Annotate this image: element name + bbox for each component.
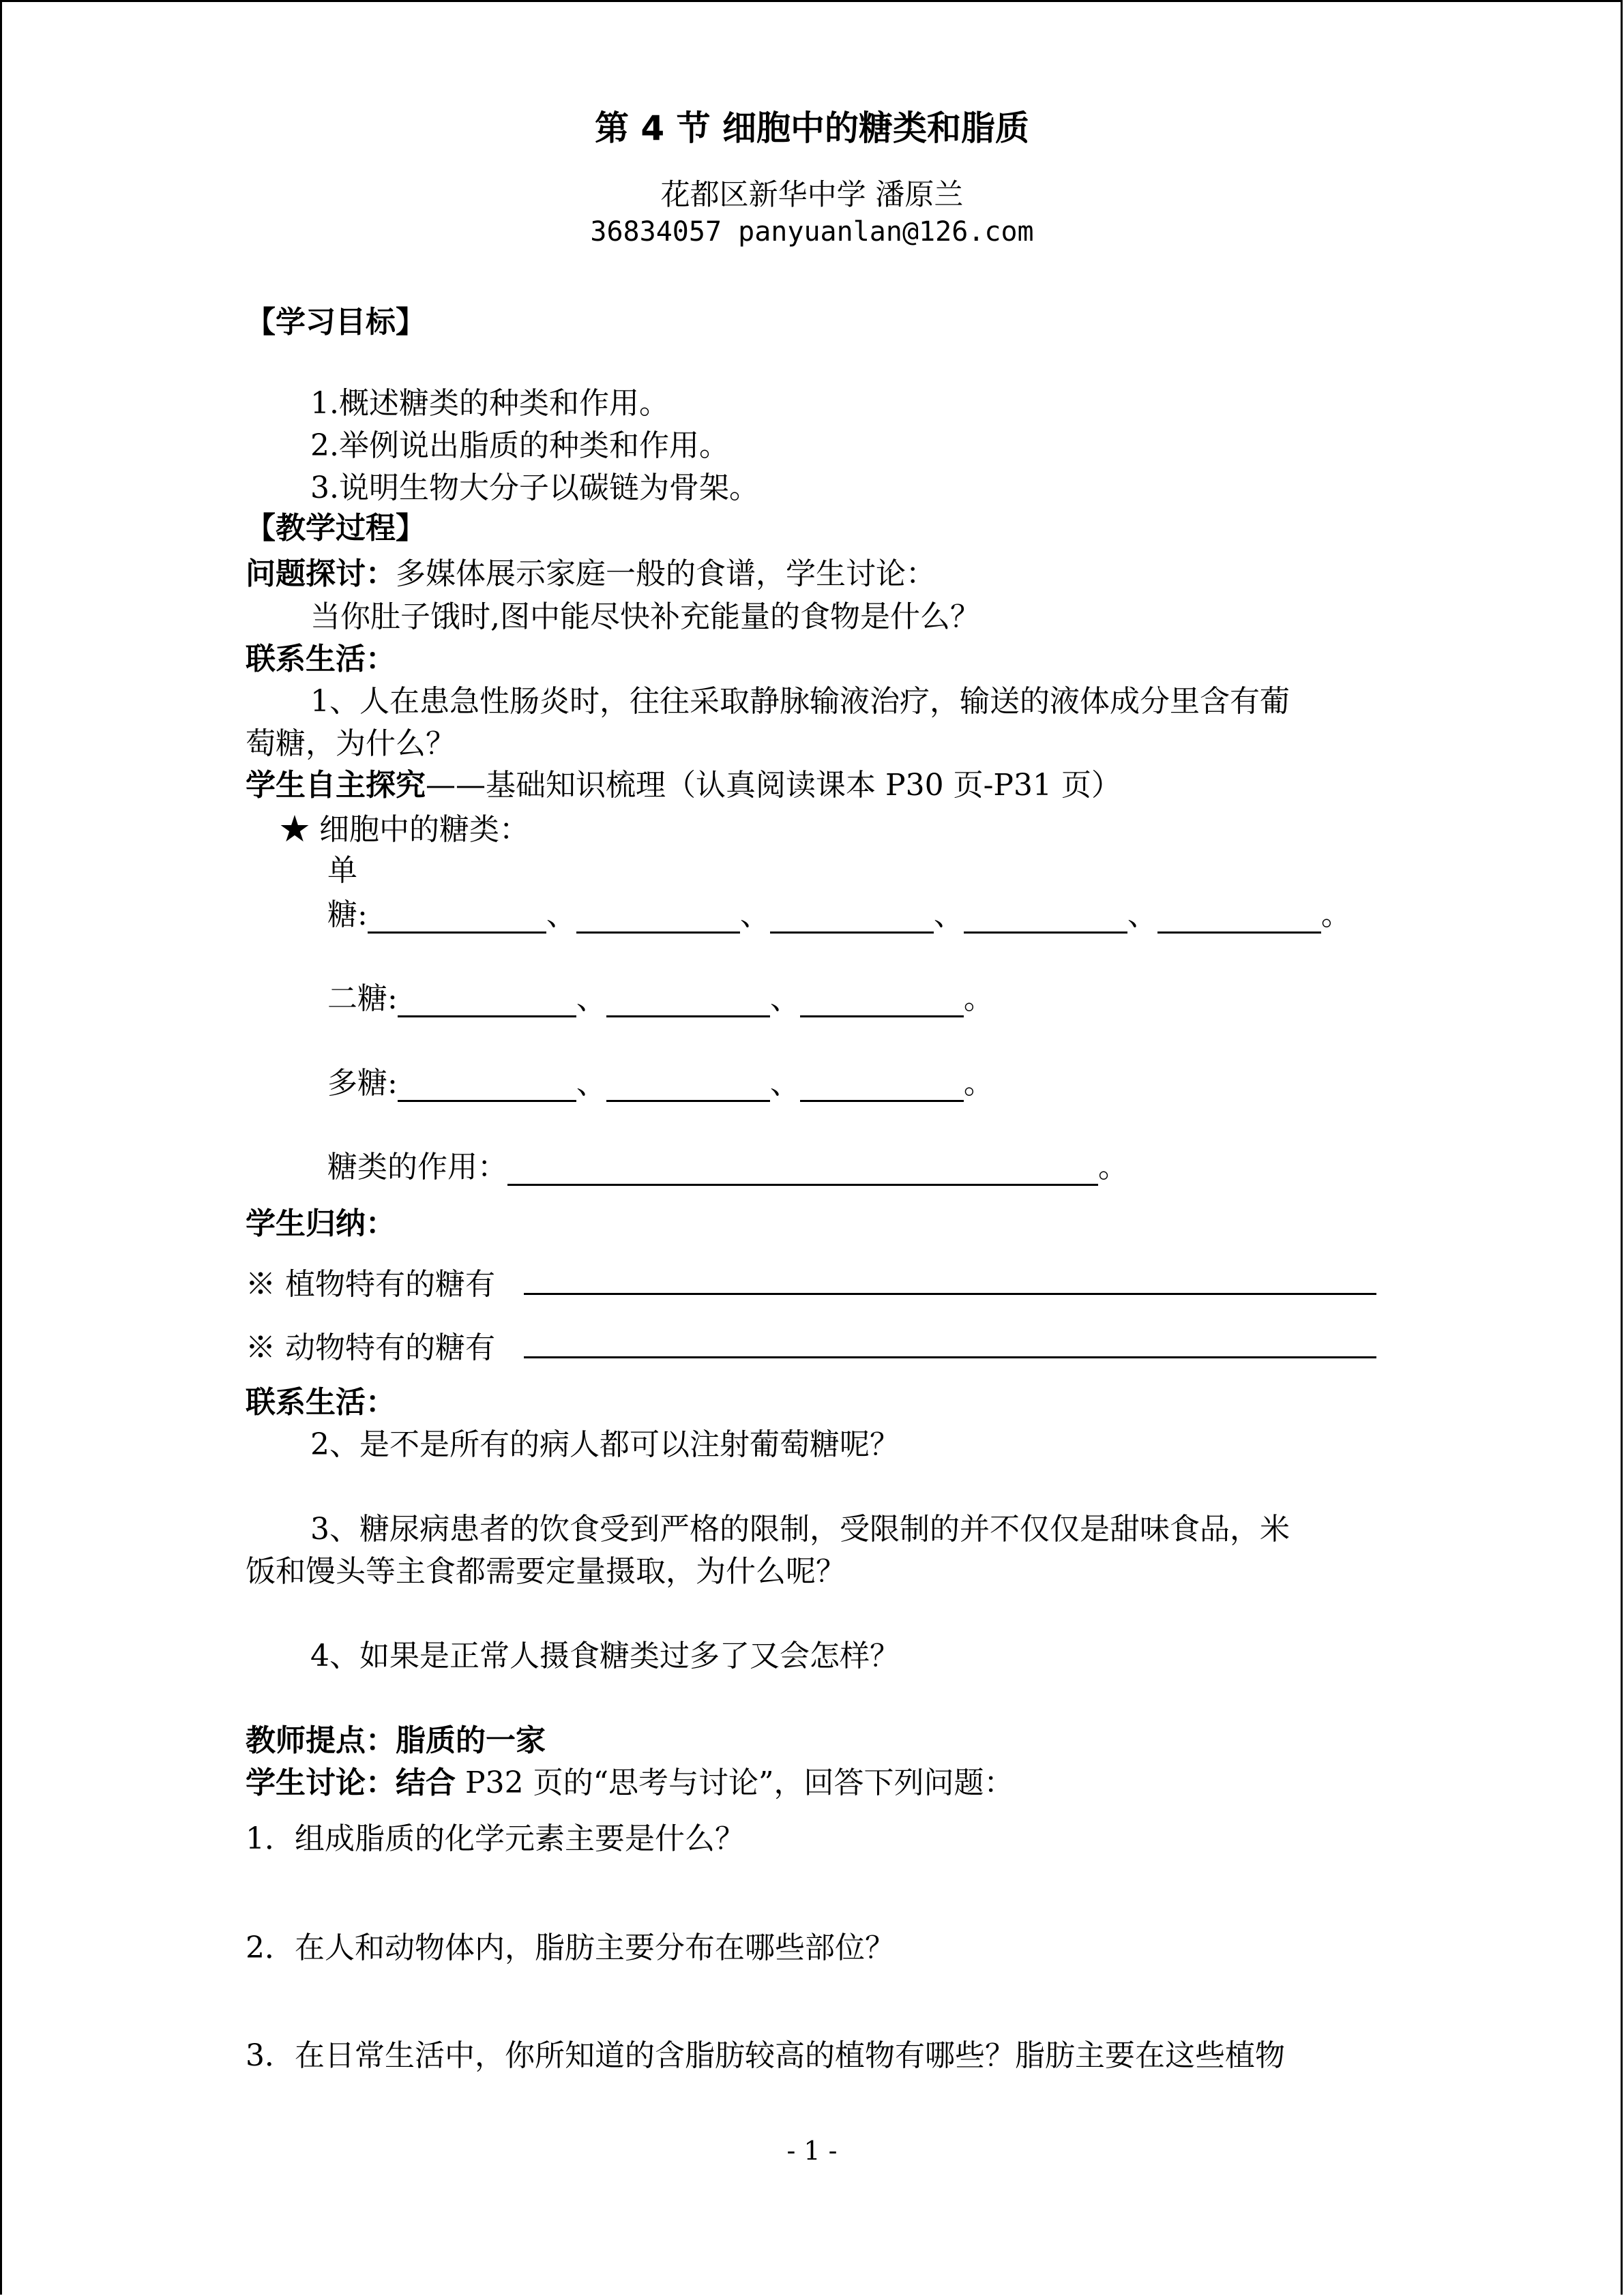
life1-line1: 1、人在患急性肠炎时，往往采取静脉输液治疗，输送的液体成分里含有葡: [310, 684, 1290, 719]
separator: 、: [546, 897, 576, 932]
life1-line2: 萄糖，为什么？: [246, 726, 456, 761]
self-study-label: 学生自主探究: [246, 768, 426, 803]
mono-blank-3[interactable]: [770, 904, 934, 934]
teacher-label: 教师提点：脂质的一家: [246, 1723, 546, 1758]
contact-line: 36834057 panyuanlan@126.com: [590, 216, 1034, 248]
life2-question-4: 4、如果是正常人摄食糖类过多了又会怎样？: [310, 1639, 900, 1673]
summary-label: 学生归纳：: [246, 1206, 396, 1241]
life2-question-3-line2: 饭和馒头等主食都需要定量摄取，为什么呢？: [246, 1554, 846, 1589]
mono-blank-2[interactable]: [576, 904, 740, 934]
life2-label: 联系生活：: [246, 1385, 396, 1420]
separator: 、: [576, 1066, 606, 1101]
mono-blank-1[interactable]: [368, 904, 546, 934]
author-line: 花都区新华中学 潘原兰: [660, 178, 964, 212]
separator: 、: [769, 1066, 800, 1101]
poly-row: [327, 1058, 994, 1102]
mono-char-1: 单: [327, 853, 357, 888]
role-blank[interactable]: [507, 1157, 1098, 1186]
period: 。: [963, 1066, 994, 1101]
lipid-question-3: 3．在日常生活中，你所知道的含脂肪较高的植物有哪些？脂肪主要在这些植物: [246, 2038, 1285, 2073]
discussion-text: 多媒体展示家庭一般的食谱，学生讨论：: [396, 556, 936, 591]
plant-answer-line[interactable]: [524, 1293, 1376, 1295]
mono-row: [327, 890, 1351, 934]
di-label: 二糖:: [327, 981, 398, 1016]
separator: 、: [769, 981, 800, 1016]
goal-item-1: 1.概述糖类的种类和作用。: [310, 386, 669, 421]
di-row: [327, 974, 994, 1017]
animal-label: ※ 动物特有的糖有: [246, 1330, 495, 1365]
role-label: 糖类的作用：: [327, 1150, 507, 1184]
discussion-line: [246, 549, 936, 593]
poly-blank-1[interactable]: [398, 1073, 576, 1102]
separator: 、: [1127, 897, 1157, 932]
life1-label: 联系生活：: [246, 642, 396, 676]
poly-label: 多糖:: [327, 1066, 398, 1101]
page-title: 第 4 节 细胞中的糖类和脂质: [594, 108, 1029, 148]
separator: 、: [576, 981, 606, 1016]
period: 。: [963, 981, 994, 1016]
period: 。: [1320, 897, 1351, 932]
mono-blank-4[interactable]: [964, 904, 1127, 934]
mono-label: 糖:: [327, 897, 368, 932]
plant-label: ※ 植物特有的糖有: [246, 1267, 495, 1302]
page-number: - 1 -: [786, 2136, 838, 2166]
goals-heading: 【学习目标】: [246, 305, 426, 340]
student-disc-text: P32 页的“思考与讨论”，回答下列问题：: [456, 1765, 1014, 1800]
mono-blank-5[interactable]: [1157, 904, 1321, 934]
life2-question-2: 2、是不是所有的病人都可以注射葡萄糖呢？: [310, 1427, 900, 1462]
discussion-question: 当你肚子饿时,图中能尽快补充能量的食物是什么？: [310, 599, 980, 634]
self-study-line: [246, 760, 1121, 804]
period: 。: [1098, 1150, 1128, 1184]
separator: 、: [933, 897, 964, 932]
sugar-heading: ★ 细胞中的糖类：: [280, 812, 529, 847]
di-blank-2[interactable]: [606, 988, 770, 1017]
di-blank-3[interactable]: [800, 988, 964, 1017]
goal-item-3: 3.说明生物大分子以碳链为骨架。: [310, 471, 759, 505]
animal-answer-line[interactable]: [524, 1356, 1376, 1358]
di-blank-1[interactable]: [398, 988, 576, 1017]
lipid-question-1: 1．组成脂质的化学元素主要是什么？: [246, 1821, 745, 1856]
self-study-text: ——基础知识梳理（认真阅读课本 P30 页-P31 页）: [426, 768, 1122, 803]
poly-blank-3[interactable]: [800, 1073, 964, 1102]
process-heading: 【教学过程】: [246, 511, 426, 546]
goal-item-2: 2.举例说出脂质的种类和作用。: [310, 428, 729, 463]
student-disc-label: 学生讨论：结合: [246, 1765, 456, 1800]
separator: 、: [739, 897, 770, 932]
poly-blank-2[interactable]: [606, 1073, 770, 1102]
lipid-question-2: 2．在人和动物体内，脂肪主要分布在哪些部位？: [246, 1930, 895, 1965]
life2-question-3-line1: 3、糖尿病患者的饮食受到严格的限制，受限制的并不仅仅是甜味食品，米: [310, 1512, 1290, 1547]
student-disc-line: [246, 1758, 1014, 1802]
role-row: [327, 1142, 1128, 1186]
discussion-label: 问题探讨：: [246, 556, 396, 591]
